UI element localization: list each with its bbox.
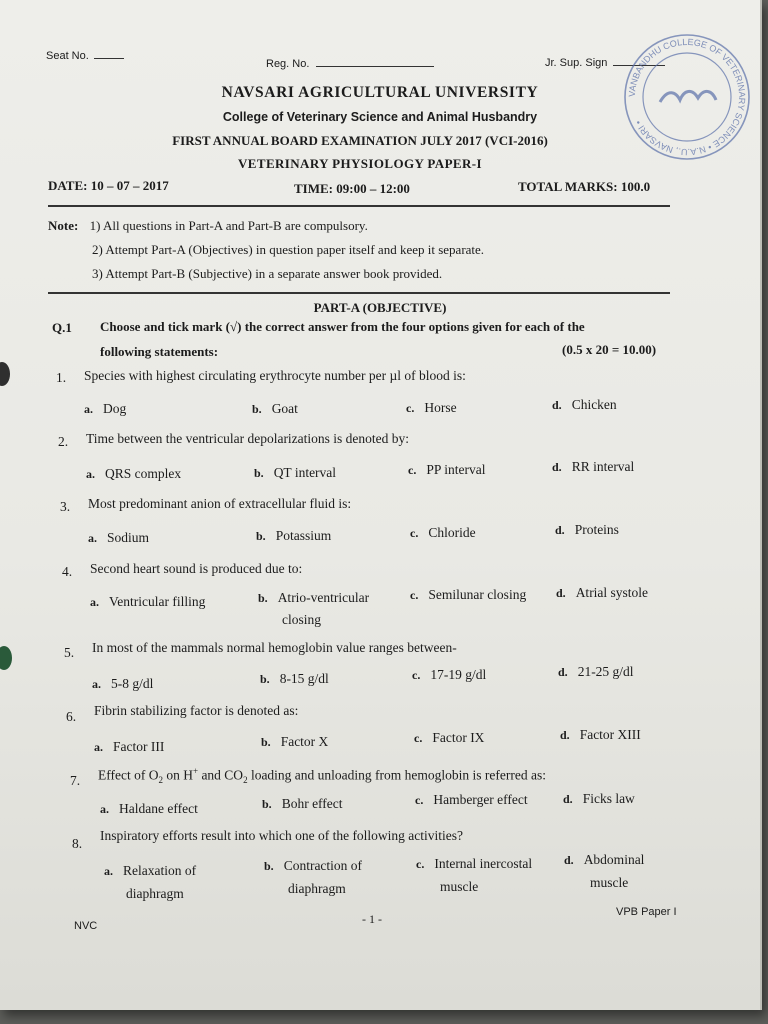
q6-number: 6. [66, 709, 77, 724]
q2-text: Time between the ventricular depolarizations is denoted by: [86, 431, 410, 446]
q2-option-b[interactable]: b. QT interval [254, 465, 337, 480]
q4-option-b[interactable]: b. Atrio-ventricular closing [258, 590, 370, 627]
paper-title: VETERINARY PHYSIOLOGY PAPER-I [238, 156, 482, 171]
q1-marks: (0.5 x 20 = 10.00) [562, 342, 657, 357]
q5-option-c[interactable]: c. 17-19 g/dl [412, 667, 487, 682]
q3-option-a[interactable]: a. Sodium [88, 530, 150, 545]
q2-option-d[interactable]: d. RR interval [552, 459, 635, 474]
q2-option-c[interactable]: c. PP interval [408, 462, 486, 477]
q7-option-a[interactable]: a. Haldane effect [100, 801, 198, 816]
q3-text: Most predominant anion of extracellular fluid is: [88, 496, 352, 511]
q3-option-c[interactable]: c. Chloride [410, 525, 476, 540]
notes [48, 218, 368, 234]
q5-option-b[interactable]: b. 8-15 g/dl [260, 671, 329, 686]
q2-number: 2. [58, 434, 69, 449]
q4-option-d[interactable]: d. Atrial systole [556, 585, 649, 600]
college-title: College of Veterinary Science and Animal Husbandry [222, 110, 538, 124]
divider-1 [48, 205, 670, 207]
note-1: 1) All questions in Part-A and Part-B are compulsory. [89, 218, 368, 233]
q1-label: Q.1 [52, 320, 72, 335]
punch-hole-top [0, 362, 10, 386]
total-marks: TOTAL MARKS: 100.0 [518, 179, 651, 194]
footer-right: VPB Paper I [616, 906, 677, 918]
note-2: 2) Attempt Part-A (Objectives) in question paper itself and keep it separate. [92, 242, 485, 257]
seal-text: VANBANDHU COLLEGE OF VETERINARY SCIENCE • N.A.U., NAVSARI • [626, 36, 748, 158]
part-a-title: PART-A (OBJECTIVE) [313, 300, 447, 315]
exam-time: TIME: 09:00 – 12:00 [294, 181, 410, 196]
q8-option-b[interactable]: b. Contraction of diaphragm [264, 858, 363, 896]
reg-no-blank [316, 66, 434, 67]
footer-left: NVC [74, 920, 98, 932]
seat-no-blank [94, 58, 124, 59]
q8-number: 8. [72, 836, 83, 851]
q6-text: Fibrin stabilizing factor is denoted as: [94, 703, 299, 718]
q4-text: Second heart sound is produced due to: [90, 561, 303, 576]
q6-option-a[interactable]: a. Factor III [94, 739, 165, 754]
seat-no [46, 50, 124, 62]
q5-text: In most of the mammals normal hemoglobin value ranges between- [92, 640, 457, 655]
q7-number: 7. [70, 773, 81, 788]
q1-option-a[interactable]: a. Dog [84, 401, 127, 416]
q8-option-a[interactable]: a. Relaxation of diaphragm [104, 863, 197, 901]
q1-option-b[interactable]: b. Goat [252, 401, 298, 416]
notes-label: Note: [48, 218, 79, 233]
q7-option-d[interactable]: d. Ficks law [563, 791, 635, 806]
q1-option-d[interactable]: d. Chicken [552, 397, 617, 412]
exam-date: DATE: 10 – 07 – 2017 [48, 178, 169, 193]
reg-no-label: Reg. No. [266, 58, 310, 70]
q5-option-a[interactable]: a. 5-8 g/dl [92, 676, 154, 691]
punch-hole-bottom [0, 646, 12, 670]
reg-no [266, 58, 434, 70]
sup-sign-label: Jr. Sup. Sign [545, 57, 608, 69]
q1-instruction-line2: following statements: [100, 344, 219, 359]
q4-number: 4. [62, 564, 73, 579]
q5-option-d[interactable]: d. 21-25 g/dl [558, 664, 634, 679]
q8-text: Inspiratory efforts result into which one of the following activities? [100, 828, 464, 843]
q4-option-a[interactable]: a. Ventricular filling [90, 594, 206, 609]
q8-option-c[interactable]: c. Internal inercostal muscle [416, 856, 533, 894]
q7-text: Effect of $O_2$ on H+ and $CO_2$ loading and unloading from hemoglobin is referred as: [98, 766, 546, 786]
q6-option-c[interactable]: c. Factor IX [414, 730, 485, 745]
divider-2 [48, 292, 670, 294]
q1-option-c[interactable]: c. Horse [406, 400, 457, 415]
q5-number: 5. [64, 645, 75, 660]
q6-option-b[interactable]: b. Factor X [261, 734, 329, 749]
exam-title: FIRST ANNUAL BOARD EXAMINATION JULY 2017 (VCI-2016) [172, 133, 548, 148]
university-title: NAVSARI AGRICULTURAL UNIVERSITY [221, 84, 539, 101]
q3-number: 3. [60, 499, 71, 514]
q3-option-b[interactable]: b. Potassium [256, 528, 332, 543]
q1-number: 1. [56, 370, 67, 385]
q7-option-b[interactable]: b. Bohr effect [262, 796, 343, 811]
q2-option-a[interactable]: a. QRS complex [86, 466, 182, 481]
seat-no-label: Seat No. [46, 50, 89, 62]
q1-text: Species with highest circulating erythrocyte number per µl of blood is: [84, 368, 466, 383]
q7-option-c[interactable]: c. Hamberger effect [415, 792, 528, 807]
footer-page: - 1 - [362, 912, 382, 926]
note-3: 3) Attempt Part-B (Subjective) in a separate answer book provided. [92, 266, 443, 281]
q3-option-d[interactable]: d. Proteins [555, 522, 619, 537]
q1-instruction-line1: Choose and tick mark (√) the correct answer from the four options given for each of the [100, 319, 585, 334]
q4-option-c[interactable]: c. Semilunar closing [410, 587, 527, 602]
q8-option-d[interactable]: d. Abdominal muscle [564, 852, 645, 890]
q6-option-d[interactable]: d. Factor XIII [560, 727, 641, 742]
